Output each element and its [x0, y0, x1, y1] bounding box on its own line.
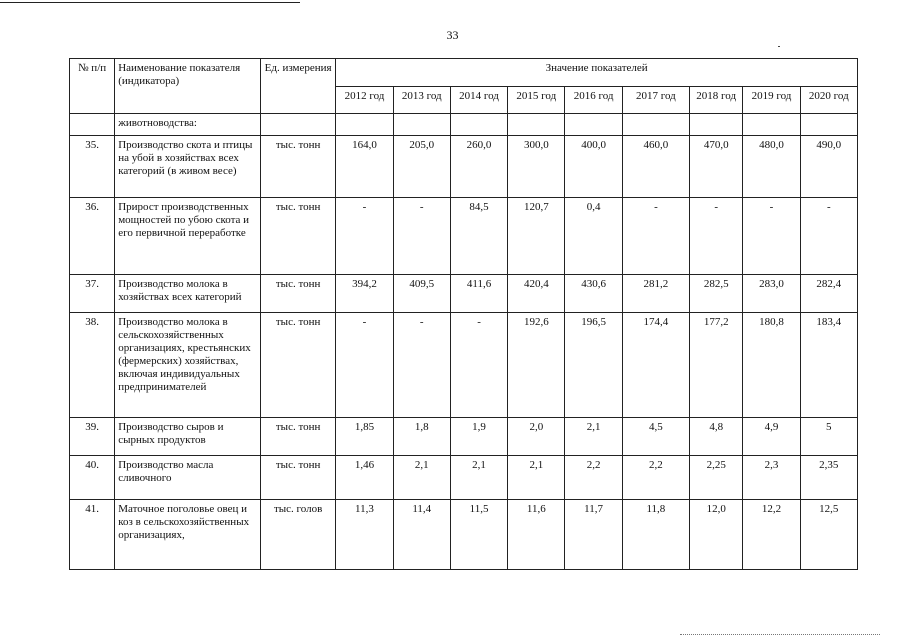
value-cell: 11,6: [508, 500, 565, 570]
row-number: 38.: [70, 313, 115, 418]
value-cell: 490,0: [800, 136, 857, 198]
value-cell: 205,0: [393, 136, 450, 198]
value-cell: 5: [800, 418, 857, 456]
row-number: 39.: [70, 418, 115, 456]
value-cell: 2,2: [622, 456, 689, 500]
row-number: 41.: [70, 500, 115, 570]
value-cell: 12,2: [743, 500, 800, 570]
unit-cell: тыс. тонн: [260, 313, 335, 418]
year-header: 2013 год: [393, 87, 450, 114]
value-cell: 84,5: [450, 198, 507, 275]
value-cell: 0,4: [565, 198, 622, 275]
indicator-name: Производство сыров и сырных продуктов: [115, 418, 261, 456]
value-cell: 2,2: [565, 456, 622, 500]
value-cell: -: [393, 313, 450, 418]
indicator-name: Прирост производственных мощностей по убою скота и его первичной переработке: [115, 198, 261, 275]
value-cell: 409,5: [393, 275, 450, 313]
indicators-table: [69, 58, 858, 570]
value-cell: 11,7: [565, 500, 622, 570]
table-row: [70, 418, 858, 456]
value-cell: 2,1: [565, 418, 622, 456]
indicator-name: Производство молока в хозяйствах всех категорий: [115, 275, 261, 313]
value-cell: 196,5: [565, 313, 622, 418]
header-values: Значение показателей: [336, 59, 858, 87]
table-row: [70, 136, 858, 198]
row-number: 36.: [70, 198, 115, 275]
table-row: [70, 313, 858, 418]
table-row: [70, 456, 858, 500]
page-number: 33: [446, 28, 459, 42]
value-cell: 480,0: [743, 136, 800, 198]
value-cell: -: [743, 198, 800, 275]
value-cell: 460,0: [622, 136, 689, 198]
top-rule: [0, 2, 300, 3]
indicator-name: Производство молока в сельскохозяйственных организациях, крестьянских (фермерских) хозяйствах, включая индивидуальных предпринимателей: [115, 313, 261, 418]
value-cell: 12,0: [690, 500, 743, 570]
value-cell: 394,2: [336, 275, 393, 313]
value-cell: 1,46: [336, 456, 393, 500]
value-cell: 282,5: [690, 275, 743, 313]
value-cell: 283,0: [743, 275, 800, 313]
header-num: № п/п: [70, 59, 115, 114]
value-cell: 11,8: [622, 500, 689, 570]
value-cell: 2,1: [450, 456, 507, 500]
value-cell: 411,6: [450, 275, 507, 313]
value-cell: 183,4: [800, 313, 857, 418]
table-row: [70, 275, 858, 313]
year-header: 2018 год: [690, 87, 743, 114]
indicator-name: Производство масла сливочного: [115, 456, 261, 500]
unit-cell: тыс. тонн: [260, 136, 335, 198]
year-header: 2014 год: [450, 87, 507, 114]
year-header: 2017 год: [622, 87, 689, 114]
value-cell: 2,1: [508, 456, 565, 500]
value-cell: 2,0: [508, 418, 565, 456]
unit-cell: тыс. тонн: [260, 275, 335, 313]
unit-cell: тыс. тонн: [260, 456, 335, 500]
value-cell: 11,3: [336, 500, 393, 570]
value-cell: 1,9: [450, 418, 507, 456]
value-cell: 11,4: [393, 500, 450, 570]
value-cell: -: [450, 313, 507, 418]
value-cell: 282,4: [800, 275, 857, 313]
value-cell: 1,8: [393, 418, 450, 456]
continuation-row: [70, 114, 858, 136]
value-cell: 430,6: [565, 275, 622, 313]
value-cell: -: [800, 198, 857, 275]
continuation-text: животноводства:: [115, 114, 261, 136]
value-cell: 400,0: [565, 136, 622, 198]
value-cell: 2,1: [393, 456, 450, 500]
indicator-name: Производство скота и птицы на убой в хозяйствах всех категорий (в живом весе): [115, 136, 261, 198]
value-cell: 11,5: [450, 500, 507, 570]
year-header: 2020 год: [800, 87, 857, 114]
table-row: [70, 500, 858, 570]
unit-cell: тыс. тонн: [260, 418, 335, 456]
value-cell: 12,5: [800, 500, 857, 570]
value-cell: 4,9: [743, 418, 800, 456]
year-header: 2012 год: [336, 87, 393, 114]
value-cell: 174,4: [622, 313, 689, 418]
value-cell: 281,2: [622, 275, 689, 313]
value-cell: 470,0: [690, 136, 743, 198]
value-cell: -: [336, 198, 393, 275]
year-header: 2015 год: [508, 87, 565, 114]
value-cell: 4,8: [690, 418, 743, 456]
header-name: Наименование показателя (индикатора): [115, 59, 261, 114]
value-cell: 1,85: [336, 418, 393, 456]
value-cell: 164,0: [336, 136, 393, 198]
value-cell: 2,25: [690, 456, 743, 500]
year-header: 2016 год: [565, 87, 622, 114]
scan-bottom-marks: [680, 634, 880, 637]
value-cell: -: [393, 198, 450, 275]
value-cell: 2,3: [743, 456, 800, 500]
value-cell: -: [690, 198, 743, 275]
header-unit: Ед. измерения: [260, 59, 335, 114]
value-cell: -: [622, 198, 689, 275]
table-row: [70, 198, 858, 275]
value-cell: 300,0: [508, 136, 565, 198]
value-cell: 120,7: [508, 198, 565, 275]
year-header: 2019 год: [743, 87, 800, 114]
row-number: 37.: [70, 275, 115, 313]
row-number: 35.: [70, 136, 115, 198]
value-cell: 192,6: [508, 313, 565, 418]
value-cell: 4,5: [622, 418, 689, 456]
value-cell: 177,2: [690, 313, 743, 418]
value-cell: 2,35: [800, 456, 857, 500]
value-cell: -: [336, 313, 393, 418]
scan-speck: [778, 46, 780, 47]
row-number: 40.: [70, 456, 115, 500]
value-cell: 180,8: [743, 313, 800, 418]
unit-cell: тыс. голов: [260, 500, 335, 570]
value-cell: 260,0: [450, 136, 507, 198]
unit-cell: тыс. тонн: [260, 198, 335, 275]
indicator-name: Маточное поголовье овец и коз в сельскохозяйственных организациях,: [115, 500, 261, 570]
value-cell: 420,4: [508, 275, 565, 313]
